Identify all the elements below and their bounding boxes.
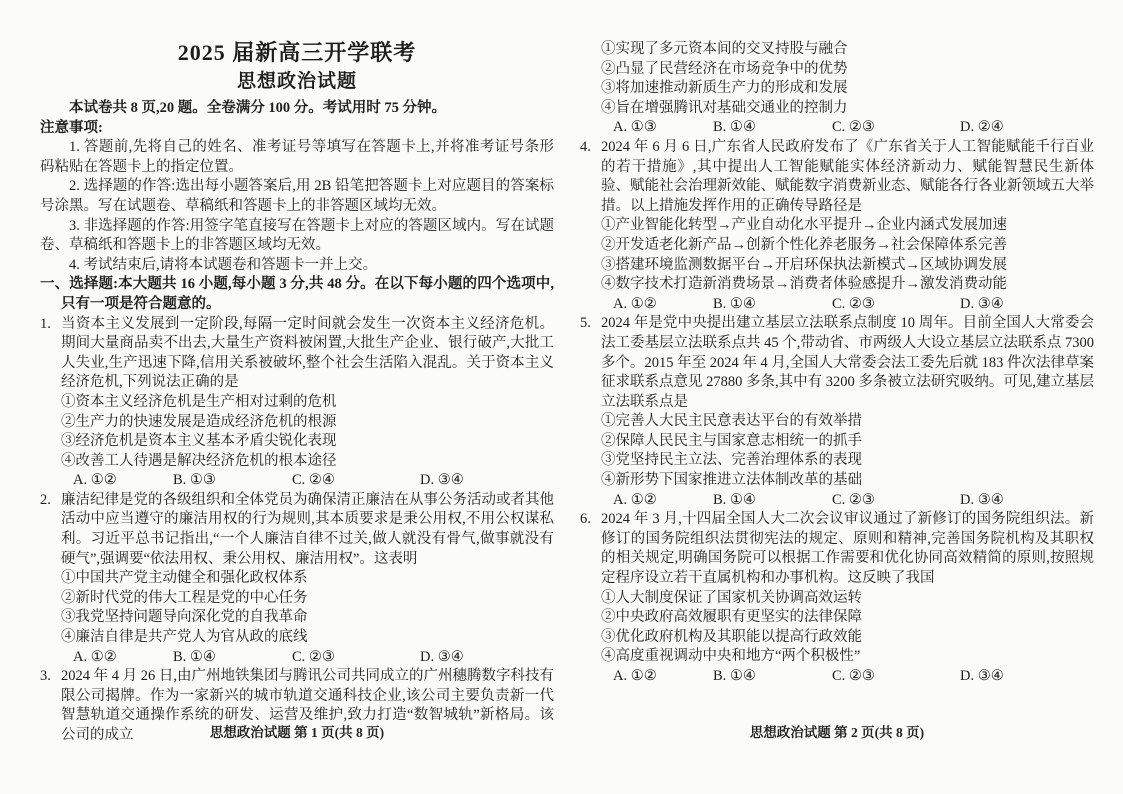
question-4-stem: 2024 年 6 月 6 日,广东省人民政府发布了《广东省关于人工智能赋能千行百业的若干措施》,其中提出人工智能赋能实体经济新动力、赋能智慧民生新体验、赋能社会治理新效能、赋能数字消费新业态、赋能各行各业新领域五大举措。以上措施发挥作用的正确传导路径是 [601,138,1094,214]
question-4-answer-row [613,295,1094,315]
question-5-stem: 2024 年是党中央提出建立基层立法联系点制度 10 周年。目前全国人大常委会法工委基层立法联系点共 45 个,带动省、市两级人大设立基层立法联系点 7300 多个。2015 年至 2024 年 4 月,全国人大常委会法工委先后就 183 件次法律草案征求联系点意见 27880 多条,其中有 3200 多条被立法研究吸纳。可见,建立基层立法联系点是 [601,315,1094,410]
question-3-choice-b: B. ①④ [713,119,756,136]
question-5-choice-a: A. ①② [613,491,657,508]
question-3-choice-c: C. ②③ [832,119,875,136]
question-4-choice-a: A. ①② [613,295,657,312]
question-5-option-2: ②保障人民民主与国家意志相统一的抓手 [601,432,862,449]
exam-subtitle: 思想政治试题 [236,71,357,92]
question-3-choice-d: D. ②④ [960,119,1004,136]
question-2 [40,491,554,667]
notice-item-2: 2. 选择题的作答:选出每小题答案后,用 2B 铅笔把答题卡上对应题目的答案标号涂黑。写在试题卷、草稿纸和答题卡上的非答题区域均无效。 [40,178,554,214]
question-3-stem: 2024 年 4 月 26 日,由广州地铁集团与腾讯公司共同成立的广州穗腾数字科技有限公司揭牌。作为一家新兴的城市轨道交通科技企业,该公司主要负责新一代智慧轨道交通操作系统的研发、运营及维护,致力打造“数智城轨”新格局。该公司的成立 [61,668,554,743]
notice-item-4: 4. 考试结束后,请将本试题卷和答题卡一并上交。 [69,256,378,273]
section-header-choice: 一、选择题:本大题共 16 小题,每小题 3 分,共 48 分。在以下每小题的四个选项中,只有一项是符合题意的。 [40,276,554,312]
notice-item-1: 1. 答题前,先将自己的姓名、准考证号等填写在答题卡上,并将准考证号条形码粘贴在答题卡上的指定位置。 [40,139,554,175]
question-6-option-4: ④高度重视调动中央和地方“两个积极性” [601,648,861,665]
question-2-number: 2. [40,491,51,508]
question-1-option-2: ②生产力的快速发展是造成经济危机的根源 [61,413,337,430]
question-4-number: 4. [580,138,591,155]
question-1-option-3: ③经济危机是资本主义基本矛盾尖锐化表现 [61,433,337,450]
question-3-number: 3. [40,668,51,685]
question-5 [580,314,1094,510]
question-4-option-2: ②开发适老化新产品→创新个性化养老服务→社会保障体系完善 [601,236,1007,253]
page-1 [40,38,554,746]
exam-intro: 本试卷共 8 页,20 题。全卷满分 100 分。考试用时 75 分钟。 [69,100,446,116]
question-1-option-1: ①资本主义经济危机是生产相对过剩的危机 [61,393,337,410]
question-3-option-4: ④旨在增强腾讯对基础交通业的控制力 [601,99,848,116]
question-4-option-4: ④数字技术打造新消费场景→消费者体验感提升→激发消费动能 [601,276,1007,293]
question-4-choice-c: C. ②③ [832,295,875,312]
page-2-footer: 思想政治试题 第 2 页(共 8 页) [749,725,925,740]
notice-item-3: 3. 非选择题的作答:用签字笔直接写在答题卡上对应的答题区域内。写在试题卷、草稿纸和答题卡上的非答题区域均无效。 [40,217,554,254]
question-4-choice-d: D. ③④ [960,295,1004,312]
question-6-stem: 2024 年 3 月,十四届全国人大二次会议审议通过了新修订的国务院组织法。新修订的国务院组织法贯彻宪法的规定、原则和精神,完善国务院机构及其职权的相关规定,明确国务院可以根据工作需要和优化协同高效精简的原则,按照规定程序设立若干直属机构和办事机构。这反映了我国 [601,511,1094,587]
question-5-answer-row [613,491,1094,511]
question-6-choice-a: A. ①② [613,668,657,684]
question-3-continuation [580,40,1094,138]
question-1 [40,315,554,491]
question-5-choice-b: B. ①④ [713,491,756,508]
question-5-choice-c: C. ②③ [832,491,875,508]
question-1-choice-b: B. ①③ [173,472,216,489]
question-2-option-3: ③我党坚持问题导向深化党的自我革命 [61,609,308,626]
question-3-option-1: ①实现了多元资本间的交叉持股与融合 [601,41,848,57]
question-5-option-1: ①完善人大民主民意表达平台的有效举措 [601,413,862,430]
question-2-choice-b: B. ①④ [173,648,216,665]
question-6-answer-row [613,667,1094,687]
question-4-option-3: ③搭建环境监测数据平台→开启环保执法新模式→区域协调发展 [601,256,1007,273]
question-5-option-3: ③党坚持民主立法、完善治理体系的表现 [601,452,862,469]
question-6-option-3: ③优化政府机构及其职能以提高行政效能 [601,628,862,645]
question-3-option-2: ②凸显了民营经济在市场竞争中的优势 [601,60,848,77]
question-1-choice-d: D. ③④ [420,472,464,489]
question-6 [580,510,1094,686]
question-3-answer-row [613,118,1094,138]
question-1-choice-c: C. ②④ [292,472,335,489]
page-2 [580,40,1094,687]
question-3-option-3: ③将加速推动新质生产力的形成和发展 [601,80,848,97]
question-5-choice-d: D. ③④ [960,491,1004,508]
question-6-choice-c: C. ②③ [832,668,875,684]
question-3-choice-a: A. ①③ [613,119,657,136]
question-1-stem: 当资本主义发展到一定阶段,每隔一定时间就会发生一次资本主义经济危机。期间大量商品卖不出去,大量生产资料被闲置,大批生产企业、银行破产,大批工人失业,生产迅速下降,信用关系被破坏,整个社会生活陷入混乱。关于资本主义经济危机,下列说法正确的是 [61,315,554,391]
notice-header: 注意事项: [40,119,103,136]
question-2-stem: 廉洁纪律是党的各级组织和全体党员为确保清正廉洁在从事公务活动或者其他活动中应当遵守的廉洁用权的行为规则,其本质要求是秉公用权,不用公权谋私利。习近平总书记指出,“一个人廉洁自律不过关,做人就没有骨气,做事就没有硬气”,强调要“依法用权、秉公用权、廉洁用权”。这表明 [61,491,554,567]
question-5-number: 5. [580,315,591,332]
question-2-choice-c: C. ②③ [292,648,335,665]
question-4-choice-b: B. ①④ [713,295,756,312]
question-1-option-4: ④改善工人待遇是解决经济危机的根本途径 [61,452,337,469]
question-6-option-2: ②中央政府高效履职有更坚实的法律保障 [601,609,862,626]
question-1-answer-row [73,471,554,491]
question-4-option-1: ①产业智能化转型→产业自动化水平提升→企业内涵式发展加速 [601,217,1007,234]
question-2-option-4: ④廉洁自律是共产党人为官从政的底线 [61,629,308,646]
question-1-choice-a: A. ①② [73,472,117,489]
question-2-option-1: ①中国共产党主动健全和强化政权体系 [61,570,308,587]
question-6-number: 6. [580,511,591,528]
question-6-option-1: ①人大制度保证了国家机关协调高效运转 [601,589,862,606]
question-6-choice-b: B. ①④ [713,668,756,684]
exam-title: 2025 届新高三开学联考 [177,40,417,65]
question-2-option-2: ②新时代党的伟大工程是党的中心任务 [61,589,308,606]
question-5-option-4: ④新形势下国家推进立法体制改革的基础 [601,472,862,489]
question-6-choice-d: D. ③④ [960,668,1004,684]
page-1-footer: 思想政治试题 第 1 页(共 8 页) [209,725,385,740]
question-2-answer-row [73,648,554,668]
question-2-choice-d: D. ③④ [420,648,464,665]
question-1-number: 1. [40,315,51,332]
question-4 [580,138,1094,314]
question-2-choice-a: A. ①② [73,648,117,665]
